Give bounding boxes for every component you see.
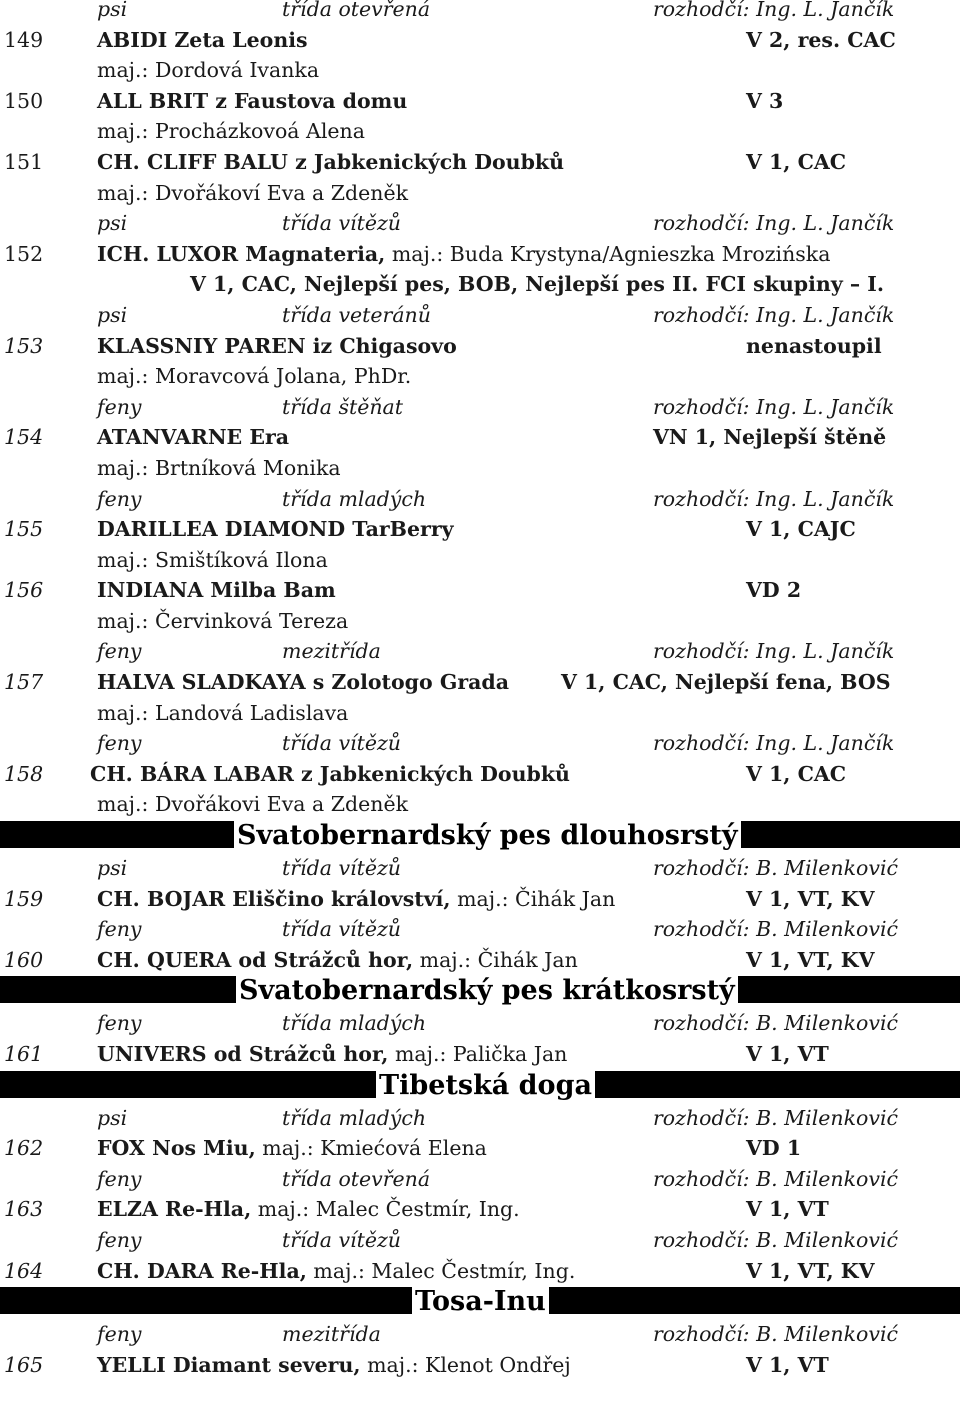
class-header (0, 0, 960, 25)
breed-section-header (0, 1070, 960, 1102)
owner: maj.: Červinková Tereza (97, 608, 349, 633)
class-header (0, 728, 960, 759)
dog-name: CH. DARA Re-Hla, (97, 1258, 307, 1283)
owner: maj.: Dordová Ivanka (97, 58, 320, 83)
entry-number: 164 (4, 1258, 44, 1283)
class-label: třída mladých (282, 486, 427, 511)
dog-name: ELZA Re-Hla, (97, 1197, 252, 1222)
result: VD 1 (746, 1136, 802, 1161)
entry-row (0, 514, 960, 545)
sex-label: psi (97, 0, 128, 21)
sex-label: feny (97, 1166, 142, 1191)
dog-entry (97, 1256, 575, 1287)
sex-label: feny (97, 1011, 142, 1036)
entry-number: 160 (4, 947, 44, 972)
class-header (0, 1319, 960, 1350)
sex-label: feny (97, 1322, 142, 1347)
judge-label: rozhodčí: Ing. L. Jančík (653, 302, 895, 327)
entry-row (0, 1194, 960, 1225)
owner: maj.: Kmiećová Elena (262, 1136, 487, 1161)
award-row (0, 269, 960, 300)
judge-label: rozhodčí: B. Milenković (653, 1011, 898, 1036)
entry-number: 156 (4, 578, 44, 603)
result: V 1, CAC (746, 761, 847, 786)
dog-name: CH. QUERA od Strážců hor, (97, 947, 414, 972)
dog-entry (97, 239, 830, 270)
breed-title: Svatobernardský pes krátkosrstý (236, 975, 738, 1006)
entry-row (0, 1350, 960, 1381)
judge-label: rozhodčí: B. Milenković (653, 917, 898, 942)
result: V 1, VT (746, 1352, 829, 1377)
owner: maj.: Smištíková Ilona (97, 547, 328, 572)
class-label: třída mladých (282, 1105, 427, 1130)
class-header (0, 300, 960, 331)
sex-label: feny (97, 1227, 142, 1252)
owner-row (0, 453, 960, 484)
sex-label: psi (97, 1105, 128, 1130)
entry-number: 159 (4, 886, 44, 911)
dog-name: FOX Nos Miu, (97, 1136, 256, 1161)
breed-title: Svatobernardský pes dlouhosrstý (234, 820, 741, 851)
sex-label: psi (97, 856, 128, 881)
judge-label: rozhodčí: Ing. L. Jančík (653, 0, 895, 21)
class-header (0, 392, 960, 423)
judge-label: rozhodčí: B. Milenković (653, 1166, 898, 1191)
class-label: třída otevřená (282, 1166, 431, 1191)
owner: maj.: Čihák Jan (419, 947, 578, 972)
class-label: třída vítězů (282, 856, 401, 881)
dog-entry (97, 1350, 571, 1381)
result: VD 2 (746, 578, 802, 603)
result: V 1, CAC (746, 149, 847, 174)
dog-name: ABIDI Zeta Leonis (97, 27, 308, 52)
result: V 2, res. CAC (746, 27, 896, 52)
dog-entry (97, 945, 578, 976)
result: V 1, VT, KV (746, 1258, 875, 1283)
owner: maj.: Klenot Ondřej (367, 1352, 571, 1377)
owner-row (0, 116, 960, 147)
result: V 1, VT, KV (746, 886, 875, 911)
result: VN 1, Nejlepší štěně (653, 425, 887, 450)
entry-number: 151 (4, 149, 44, 174)
dog-name: YELLI Diamant severu, (97, 1352, 361, 1377)
owner: maj.: Dvořákoví Eva a Zdeněk (97, 180, 409, 205)
result: V 1, CAJC (746, 517, 856, 542)
dog-name: CH. BÁRA LABAR z Jabkenických Doubků (90, 761, 570, 786)
class-header (0, 484, 960, 515)
judge-label: rozhodčí: B. Milenković (653, 1227, 898, 1252)
breed-section-header (0, 1286, 960, 1318)
owner: maj.: Dvořákovi Eva a Zdeněk (97, 792, 409, 817)
sex-label: feny (97, 731, 142, 756)
class-header (0, 636, 960, 667)
class-label: třída mladých (282, 1011, 427, 1036)
owner-row (0, 698, 960, 729)
class-label: mezitřída (282, 1322, 381, 1347)
class-label: třída vítězů (282, 1227, 401, 1252)
sex-label: psi (97, 211, 128, 236)
class-label: třída vítězů (282, 917, 401, 942)
judge-label: rozhodčí: Ing. L. Jančík (653, 211, 895, 236)
entry-row (0, 86, 960, 117)
owner-row (0, 545, 960, 576)
dog-entry (97, 884, 615, 915)
entry-row (0, 667, 960, 698)
owner: maj.: Čihák Jan (457, 886, 616, 911)
dog-name: CH. BOJAR Eliščino království, (97, 886, 451, 911)
sex-label: feny (97, 394, 142, 419)
entry-number: 158 (4, 761, 44, 786)
judge-label: rozhodčí: Ing. L. Jančík (653, 639, 895, 664)
entry-number: 157 (4, 670, 44, 695)
class-header (0, 208, 960, 239)
sex-label: psi (97, 302, 128, 327)
entry-number: 149 (4, 27, 44, 52)
judge-label: rozhodčí: Ing. L. Jančík (653, 731, 895, 756)
owner: maj.: Landová Ladislava (97, 700, 349, 725)
entry-number: 150 (4, 88, 44, 113)
entry-number: 165 (4, 1352, 44, 1377)
entry-row (0, 945, 960, 976)
dog-entry (97, 1039, 567, 1070)
dog-name: UNIVERS od Strážců hor, (97, 1042, 389, 1066)
entry-row (0, 884, 960, 915)
judge-label: rozhodčí: B. Milenković (653, 1105, 898, 1130)
dog-name: DARILLEA DIAMOND TarBerry (97, 517, 454, 542)
dog-name: INDIANA Milba Bam (97, 578, 336, 603)
dog-name: KLASSNIY PAREN iz Chigasovo (97, 333, 457, 358)
dog-name: HALVA SLADKAYA s Zolotogo Grada (97, 670, 510, 695)
owner-row (0, 178, 960, 209)
award: V 1, CAC, Nejlepší pes, BOB, Nejlepší pes II. FCI skupiny – I. (190, 272, 884, 297)
judge-label: rozhodčí: Ing. L. Jančík (653, 486, 895, 511)
owner-row (0, 789, 960, 820)
judge-label: rozhodčí: B. Milenković (653, 1322, 898, 1347)
entry-row (0, 1256, 960, 1287)
sex-label: feny (97, 917, 142, 942)
entry-number: 154 (4, 425, 44, 450)
owner: maj.: Palička Jan (394, 1042, 568, 1066)
judge-label: rozhodčí: Ing. L. Jančík (653, 394, 895, 419)
owner: maj.: Malec Čestmír, Ing. (257, 1197, 520, 1222)
class-header (0, 1103, 960, 1134)
result: V 1, VT (746, 1042, 829, 1066)
dog-entry (97, 1194, 520, 1225)
class-header (0, 1008, 960, 1039)
class-label: třída otevřená (282, 0, 431, 21)
sex-label: feny (97, 639, 142, 664)
owner: maj.: Malec Čestmír, Ing. (313, 1258, 576, 1283)
dog-name: ICH. LUXOR Magnateria, (97, 241, 386, 266)
class-label: třída vítězů (282, 211, 401, 236)
result: nenastoupil (746, 333, 882, 358)
result: V 1, VT, KV (746, 947, 875, 972)
entry-row (0, 422, 960, 453)
dog-entry (97, 1133, 487, 1164)
breed-section-header (0, 975, 960, 1007)
class-label: třída veteránů (282, 302, 431, 327)
dog-name: ATANVARNE Era (97, 425, 290, 450)
owner: maj.: Procházkovoá Alena (97, 119, 365, 144)
dog-name: CH. CLIFF BALU z Jabkenických Doubků (97, 149, 565, 174)
entry-row (0, 25, 960, 56)
entry-row (0, 1039, 960, 1070)
breed-title: Tibetská doga (376, 1070, 595, 1101)
class-header (0, 1225, 960, 1256)
owner-row (0, 55, 960, 86)
class-label: třída vítězů (282, 731, 401, 756)
result: V 3 (746, 88, 784, 113)
class-header (0, 914, 960, 945)
owner-row (0, 361, 960, 392)
entry-number: 153 (4, 333, 44, 358)
result: V 1, CAC, Nejlepší fena, BOS (561, 670, 891, 695)
entry-number: 155 (4, 517, 44, 542)
owner: maj.: Brtníková Monika (97, 455, 341, 480)
breed-title: Tosa-Inu (412, 1286, 549, 1317)
judge-label: rozhodčí: B. Milenković (653, 856, 898, 881)
entry-number: 163 (4, 1197, 44, 1222)
entry-row (0, 575, 960, 606)
class-header (0, 1164, 960, 1195)
class-header (0, 853, 960, 884)
breed-section-header (0, 820, 960, 852)
entry-row (0, 1133, 960, 1164)
class-label: mezitřída (282, 639, 381, 664)
entry-row (0, 759, 960, 790)
owner-row (0, 606, 960, 637)
result: V 1, VT (746, 1197, 829, 1222)
entry-row (0, 239, 960, 270)
sex-label: feny (97, 486, 142, 511)
owner: maj.: Moravcová Jolana, PhDr. (97, 364, 412, 389)
dog-name: ALL BRIT z Faustova domu (97, 88, 408, 113)
entry-number: 152 (4, 241, 44, 266)
entry-number: 162 (4, 1136, 44, 1161)
entry-row (0, 331, 960, 362)
entry-row (0, 147, 960, 178)
owner: maj.: Buda Krystyna/Agnieszka Mrozińska (391, 241, 831, 266)
class-label: třída štěňat (282, 394, 404, 419)
entry-number: 161 (4, 1042, 44, 1066)
